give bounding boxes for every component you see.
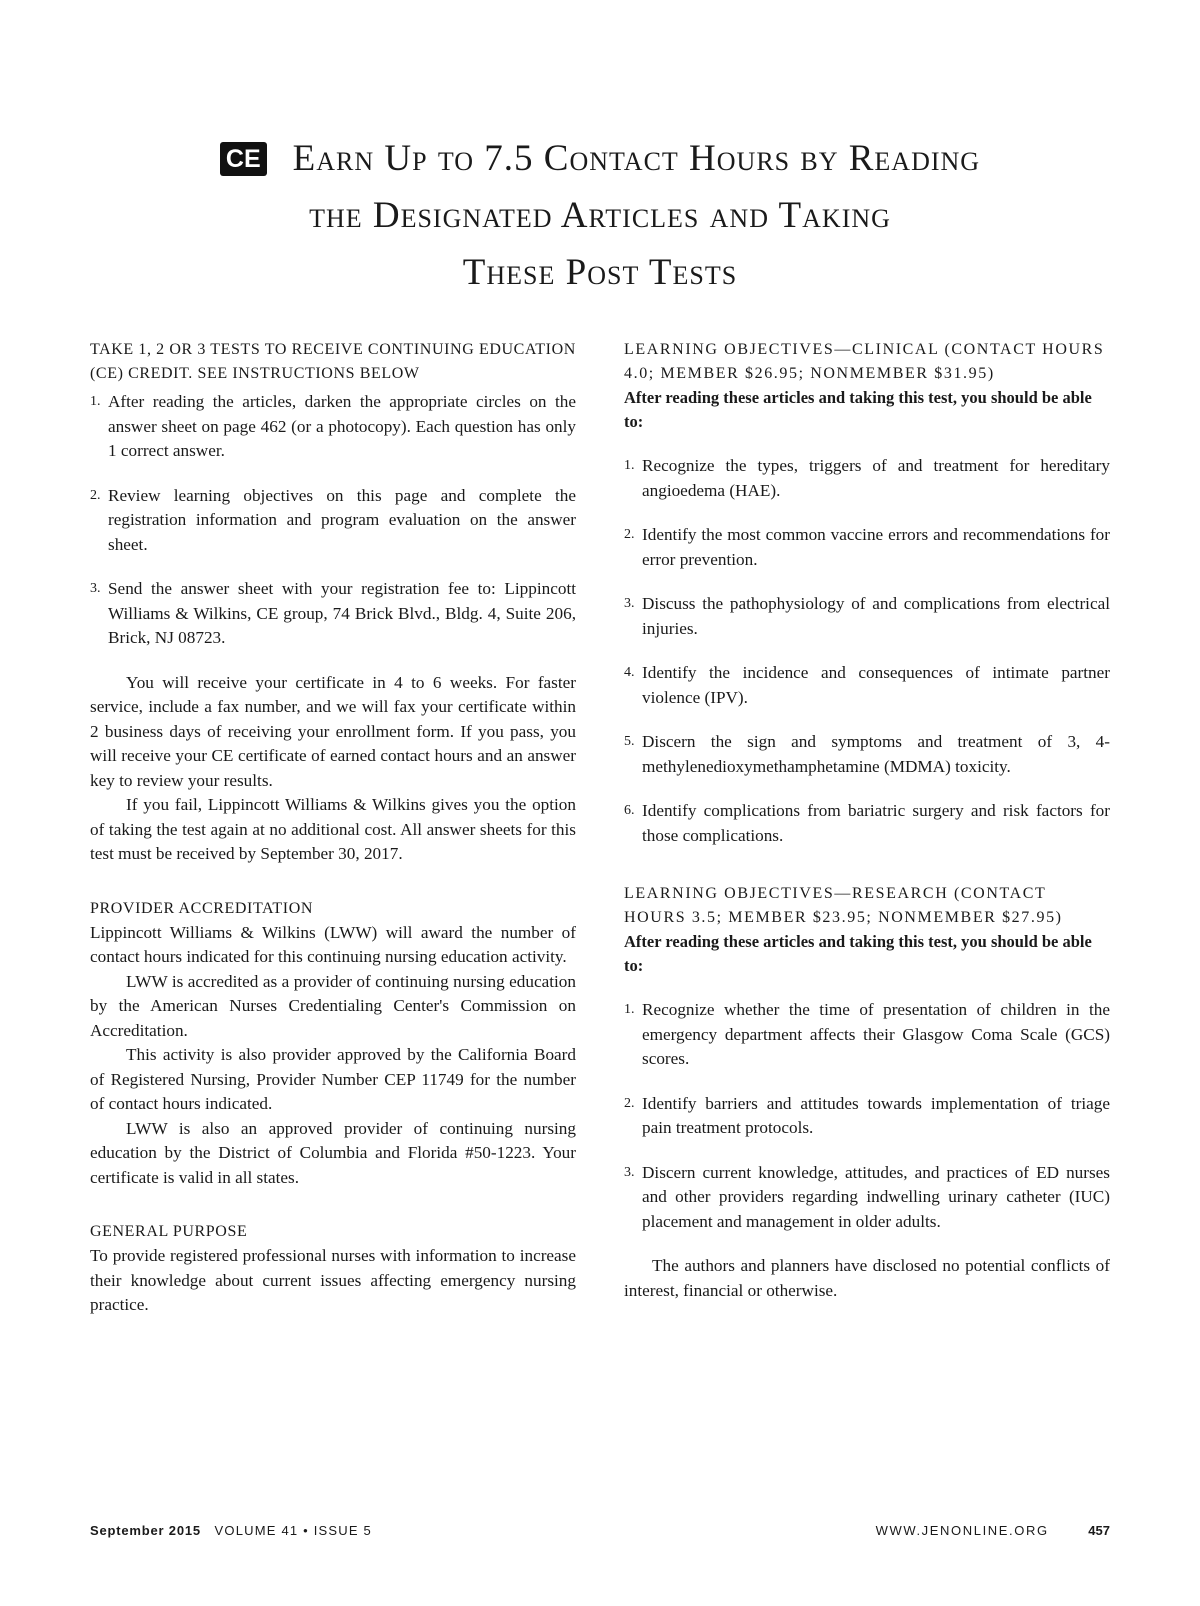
list-item [90, 484, 576, 558]
title-line-2: the Designated Articles and Taking [309, 195, 891, 236]
page-number: 457 [1088, 1523, 1110, 1538]
ce-badge: CE [220, 142, 267, 176]
list-item [624, 1161, 1110, 1235]
footer-website: WWW.JENONLINE.ORG [875, 1523, 1049, 1538]
item-text: Recognize whether the time of presentation of children in the emergency department affects their Glasgow Coma Scale (GCS) scores. [642, 1000, 1110, 1068]
clinical-objectives-intro: After reading these articles and taking this test, you should be able to: [624, 388, 1092, 431]
research-objectives-list [624, 998, 1110, 1234]
title-line-3: These Post Tests [462, 252, 738, 293]
item-number: 2. [624, 1095, 635, 1111]
item-text: Send the answer sheet with your registration fee to: Lippincott Williams & Wilkins, CE group, 74 Brick Blvd., Bldg. 4, Suite 206, Brick, NJ 08723. [108, 579, 576, 647]
clinical-objectives-heading: LEARNING OBJECTIVES—CLINICAL (CONTACT HOURS 4.0; MEMBER $26.95; NONMEMBER $31.95) [624, 341, 1105, 382]
title-line-1 [60, 130, 1140, 187]
left-column [90, 338, 576, 1318]
retake-paragraph: If you fail, Lippincott Williams & Wilkins gives you the option of taking the test again at no additional cost. All answer sheets for this test must be received by September 30, 2017. [90, 795, 576, 863]
item-number: 1. [90, 394, 101, 409]
item-number: 2. [90, 487, 101, 503]
list-item [624, 799, 1110, 848]
item-text: Identify the most common vaccine errors and recommendations for error prevention. [642, 525, 1110, 569]
item-text: Identify the incidence and consequences of intimate partner violence (IPV). [642, 663, 1110, 707]
item-number: 6. [624, 803, 635, 818]
disclosure-paragraph: The authors and planners have disclosed no potential conflicts of interest, financial or otherwise. [624, 1256, 1110, 1300]
accreditation-heading: PROVIDER ACCREDITATION [90, 899, 314, 917]
list-item [90, 577, 576, 651]
clinical-objectives-list [624, 454, 1110, 848]
accreditation-paragraph: LWW is accredited as a provider of continuing nursing education by the American Nurses Credentialing Center's Commission on Accreditation. [90, 971, 576, 1040]
item-number: 1. [624, 458, 635, 473]
item-number: 2. [624, 527, 635, 542]
list-item [624, 661, 1110, 710]
accreditation-paragraph: Lippincott Williams & Wilkins (LWW) will award the number of contact hours indicated for this continuing nursing education activity. [90, 922, 576, 966]
list-item [624, 592, 1110, 641]
item-text: Discern current knowledge, attitudes, and practices of ED nurses and other providers regarding indwelling urinary catheter (IUC) placement and management in older adults. [642, 1162, 1110, 1231]
footer-issue-info [90, 1523, 372, 1538]
list-item [624, 730, 1110, 779]
list-item [624, 454, 1110, 503]
item-number: 4. [624, 665, 635, 680]
purpose-heading: GENERAL PURPOSE [90, 1223, 248, 1240]
list-item [90, 390, 576, 464]
item-number: 3. [624, 1164, 635, 1180]
item-text: Discern the sign and symptoms and treatment of 3, 4-methylenedioxymethamphetamine (MDMA) toxicity. [642, 732, 1110, 776]
title-text-1: Earn Up to 7.5 Contact Hours by Reading [292, 138, 981, 179]
instructions-heading: TAKE 1, 2 OR 3 TESTS TO RECEIVE CONTINUING EDUCATION (CE) CREDIT. SEE INSTRUCTIONS BELOW [90, 341, 576, 382]
accreditation-paragraph: This activity is also provider approved by the California Board of Registered Nursing, Provider Number CEP 11749 for the number of contact hours indicated. [90, 1045, 576, 1113]
list-item [624, 523, 1110, 572]
item-text: After reading the articles, darken the appropriate circles on the answer sheet on page 462 (or a photocopy). Each question has only 1 correct answer. [108, 392, 576, 460]
footer-site-info [876, 1523, 1110, 1538]
item-number: 1. [624, 1002, 635, 1017]
page-title [60, 130, 1140, 301]
list-item [624, 998, 1110, 1072]
page-footer [90, 1523, 1110, 1543]
certificate-paragraph: You will receive your certificate in 4 to 6 weeks. For faster service, include a fax number, and we will fax your certificate within 2 business days of receiving your enrollment form. If you pass, you will receive your CE certificate of earned contact hours and an answer key to review your results. [90, 672, 576, 790]
research-objectives-heading: LEARNING OBJECTIVES—RESEARCH (CONTACT HOURS 3.5; MEMBER $23.95; NONMEMBER $27.95) [624, 885, 1063, 926]
item-text: Review learning objectives on this page and complete the registration information and program evaluation on the answer sheet. [108, 485, 576, 554]
item-number: 3. [624, 596, 635, 611]
list-item [624, 1092, 1110, 1141]
item-text: Identify complications from bariatric surgery and risk factors for those complications. [642, 801, 1110, 845]
footer-date: September 2015 [90, 1523, 201, 1538]
right-column [624, 338, 1110, 1303]
item-text: Recognize the types, triggers of and treatment for hereditary angioedema (HAE). [642, 456, 1110, 500]
item-text: Discuss the pathophysiology of and complications from electrical injuries. [642, 594, 1110, 638]
instruction-steps [90, 390, 576, 651]
accreditation-paragraph: LWW is also an approved provider of continuing nursing education by the District of Columbia and Florida #50-1223. Your certificate is valid in all states. [90, 1118, 576, 1187]
footer-volume: VOLUME 41 • ISSUE 5 [214, 1523, 372, 1538]
purpose-paragraph: To provide registered professional nurses with information to increase their knowledge about current issues affecting emergency nursing practice. [90, 1246, 576, 1314]
item-number: 5. [624, 734, 635, 749]
item-text: Identify barriers and attitudes towards implementation of triage pain treatment protocols. [642, 1093, 1110, 1137]
item-number: 3. [90, 581, 101, 596]
research-objectives-intro: After reading these articles and taking this test, you should be able to: [624, 932, 1092, 975]
